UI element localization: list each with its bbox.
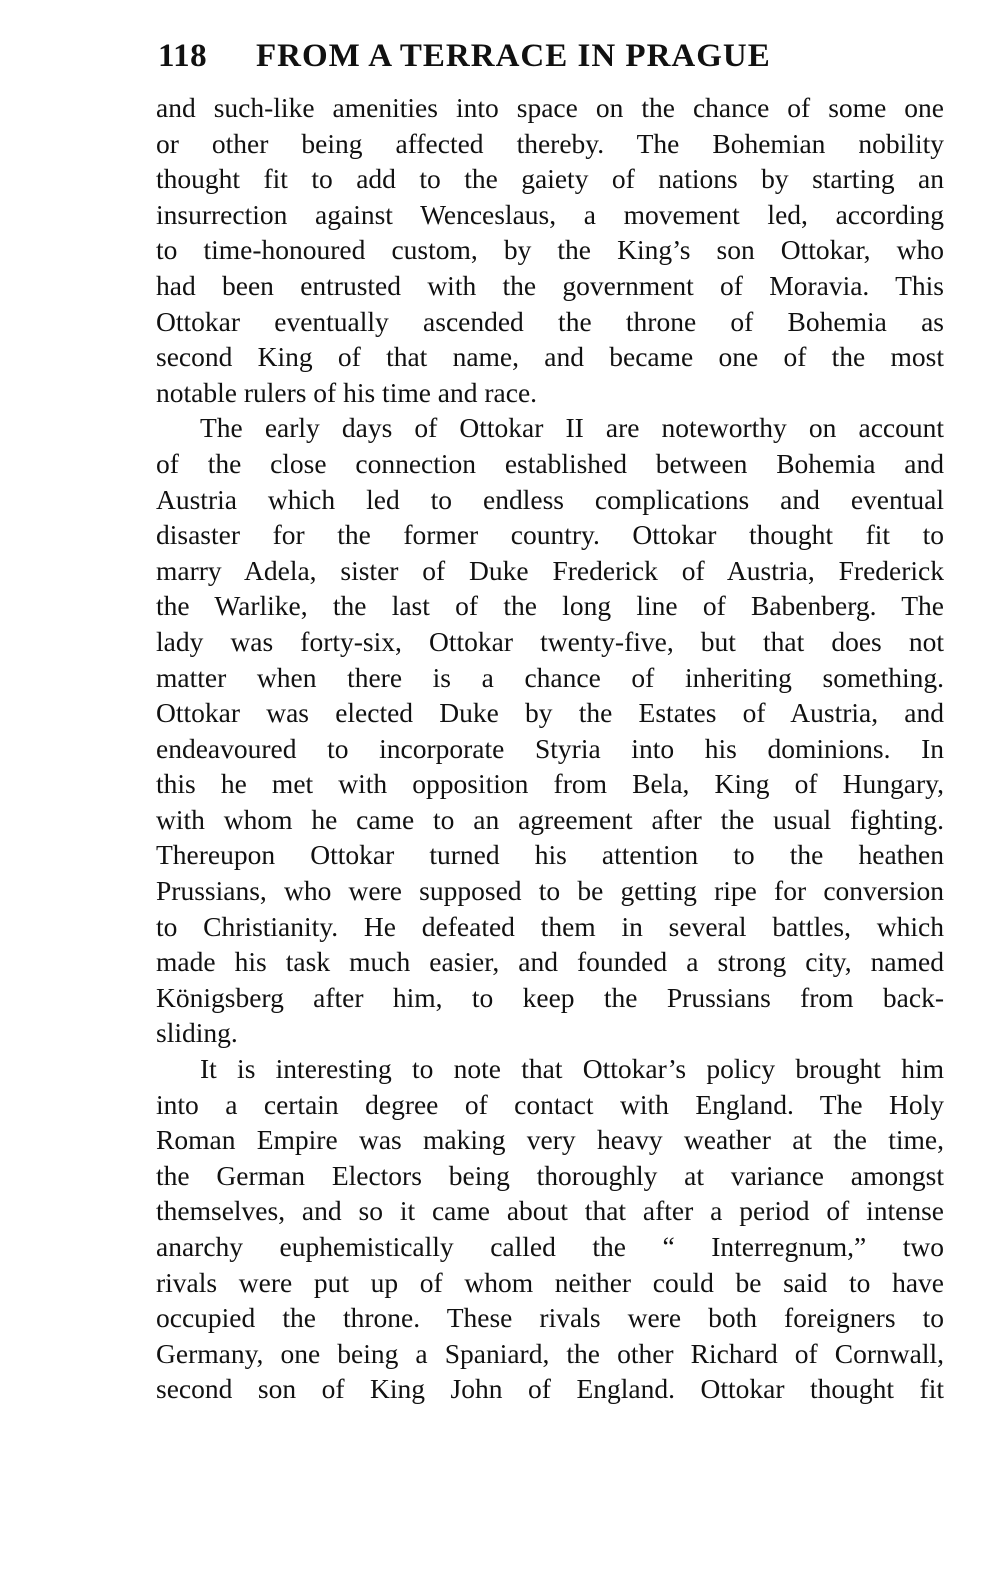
paragraph <box>156 90 944 410</box>
text-line: to Christianity. He defeated them in several battles, which <box>156 910 944 942</box>
text-line: marry Adela, sister of Duke Frederick of Austria, Frederick <box>156 554 944 586</box>
text-line: Thereupon Ottokar turned his attention to the heathen <box>156 839 944 871</box>
running-title: FROM A TERRACE IN PRAGUE <box>256 38 771 74</box>
text-line: with whom he came to an agreement after the usual fighting. <box>156 803 944 835</box>
text-line: rivals were put up of whom neither could be said to have <box>156 1266 944 1298</box>
text-line: disaster for the former country. Ottokar thought fit to <box>156 519 944 551</box>
text-line: made his task much easier, and founded a strong city, named <box>156 946 944 978</box>
text-line: into a certain degree of contact with England. The Holy <box>156 1088 944 1120</box>
text-line: matter when there is a chance of inheriting something. <box>156 661 944 693</box>
text-line: to time-honoured custom, by the King’s son Ottokar, who <box>156 234 944 266</box>
text-line: second son of King John of England. Ottokar thought fit <box>156 1373 944 1405</box>
text-line: sliding. <box>156 1017 238 1049</box>
page-number: 118 <box>158 38 208 74</box>
text-line: Königsberg after him, to keep the Prussians from back- <box>156 981 944 1013</box>
paragraph <box>156 410 944 1051</box>
text-line: the German Electors being thoroughly at variance amongst <box>156 1159 944 1191</box>
text-line: Roman Empire was making very heavy weather at the time, <box>156 1124 944 1156</box>
text-line: or other being affected thereby. The Bohemian nobility <box>156 127 944 159</box>
text-line: thought fit to add to the gaiety of nations by starting an <box>156 163 944 195</box>
body-text <box>156 90 944 1407</box>
text-line: of the close connection established between Bohemia and <box>156 447 944 479</box>
text-line: had been entrusted with the government of Moravia. This <box>156 269 944 301</box>
text-line: Ottokar eventually ascended the throne of Bohemia as <box>156 305 944 337</box>
text-line: Germany, one being a Spaniard, the other Richard of Cornwall, <box>156 1337 944 1369</box>
text-line: Prussians, who were supposed to be getting ripe for conversion <box>156 875 944 907</box>
text-line: the Warlike, the last of the long line of Babenberg. The <box>156 590 944 622</box>
text-line: this he met with opposition from Bela, King of Hungary, <box>156 768 944 800</box>
text-line: and such-like amenities into space on the chance of some one <box>156 92 944 123</box>
text-line: Austria which led to endless complications and eventual <box>156 483 944 515</box>
text-line: lady was forty-six, Ottokar twenty-five, but that does not <box>156 625 944 657</box>
paragraph <box>156 1051 944 1407</box>
text-line: endeavoured to incorporate Styria into his dominions. In <box>156 732 944 764</box>
text-line: second King of that name, and became one of the most <box>156 341 944 373</box>
text-line: occupied the throne. These rivals were both foreigners to <box>156 1302 944 1334</box>
text-line: notable rulers of his time and race. <box>156 376 538 408</box>
text-line: insurrection against Wenceslaus, a movement led, according <box>156 198 944 230</box>
text-line: The early days of Ottokar II are noteworthy on account <box>200 412 944 444</box>
running-head <box>158 30 948 82</box>
text-line: It is interesting to note that Ottokar’s policy brought him <box>200 1053 944 1085</box>
text-line: Ottokar was elected Duke by the Estates of Austria, and <box>156 697 944 729</box>
text-line: themselves, and so it came about that after a period of intense <box>156 1195 944 1227</box>
text-line: anarchy euphemistically called the “ Interregnum,” two <box>156 1231 944 1262</box>
